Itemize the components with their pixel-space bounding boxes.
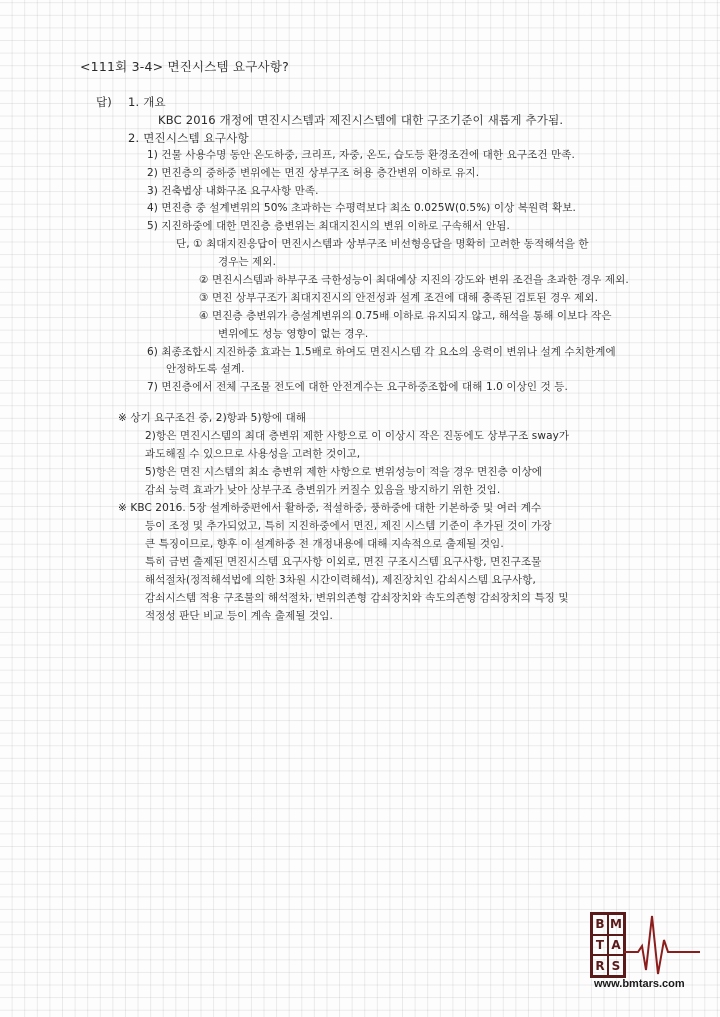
logo-letter: R — [592, 955, 608, 976]
exception-1: 단, ① 최대지진응답이 면진시스템과 상부구조 비선형응답을 명확히 고려한 동적해석을 한 — [176, 238, 589, 250]
kbc-note-line-1: ※ KBC 2016. 5장 설계하중편에서 활하중, 적설하중, 풍하중에 대한 기본하중 및 여러 계수 — [118, 502, 542, 514]
note-line-2: 과도해질 수 있으므로 사용성을 고려한 것이고, — [145, 448, 361, 460]
kbc-note-line-6: 감쇠시스템 적용 구조물의 해석절차, 변위의존형 감쇠장치와 속도의존형 감쇠장치의 특징 및 — [145, 592, 569, 604]
note-heading: ※ 상기 요구조건 중, 2)항과 5)항에 대해 — [118, 412, 307, 424]
logo-letter: A — [608, 935, 624, 956]
requirement-item-1: 1) 건물 사용수명 동안 온도하중, 크리프, 자중, 온도, 습도등 환경조건에 대한 요구조건 만족. — [147, 149, 575, 161]
kbc-note-line-2: 등이 조정 및 추가되었고, 특히 지진하중에서 면진, 제진 시스템 기준이 추가된 것이 가장 — [145, 520, 552, 532]
kbc-note-line-4: 특히 금번 출제된 면진시스템 요구사항 이외로, 면진 구조시스템 요구사항, 면진구조물 — [145, 556, 542, 568]
requirement-item-7: 7) 면진층에서 전체 구조물 전도에 대한 안전계수는 요구하중조합에 대해 1.0 이상인 것 등. — [147, 381, 568, 393]
requirement-item-3: 3) 건축법상 내화구조 요구사항 만족. — [147, 185, 319, 197]
logo-letter: T — [592, 935, 608, 956]
kbc-note-line-3: 큰 특징이므로, 향후 이 설계하중 전 개정내용에 대해 지속적으로 출제될 것임. — [145, 538, 504, 550]
logo-url: www.bmtars.com — [594, 978, 685, 990]
logo-letter: M — [608, 914, 624, 935]
answer-label: 답) — [96, 95, 112, 109]
heartbeat-line-icon — [624, 912, 700, 978]
note-line-3: 5)항은 면진 시스템의 최소 층변위 제한 사항으로 변위성능이 적을 경우 면진층 이상에 — [145, 466, 543, 478]
requirement-item-4: 4) 면진층 중 설계변위의 50% 초과하는 수평력보다 최소 0.025W(0.5%) 이상 복원력 확보. — [147, 202, 576, 214]
bmtars-logo — [590, 912, 700, 992]
logo-letter: S — [608, 955, 624, 976]
requirement-item-2: 2) 면진층의 중하중 변위에는 면진 상부구조 허용 층간변위 이하로 유지. — [147, 167, 480, 179]
kbc-note-line-7: 적정성 판단 비교 등이 계속 출제될 것임. — [145, 610, 333, 622]
exception-2: ② 면진시스템과 하부구조 극한성능이 최대예상 지진의 강도와 변위 조건을 초과한 경우 제외. — [199, 274, 629, 286]
logo-letter-grid — [590, 912, 626, 978]
requirement-item-5: 5) 지진하중에 대한 면진층 층변위는 최대지진시의 변위 이하로 구속해서 안됨. — [147, 220, 510, 232]
logo-letter: B — [592, 914, 608, 935]
question-title: <111회 3-4> 면진시스템 요구사항? — [80, 59, 289, 74]
overview-text: KBC 2016 개정에 면진시스템과 제진시스템에 대한 구조기준이 새롭게 추가됨. — [158, 113, 564, 127]
section-heading-requirements: 2. 면진시스템 요구사항 — [128, 131, 249, 145]
exception-4-cont: 변위에도 성능 영향이 없는 경우. — [218, 328, 369, 340]
exception-3: ③ 면진 상부구조가 최대지진시의 안전성과 설계 조건에 대해 충족된 검토된 경우 제외. — [199, 292, 599, 304]
requirement-item-6: 6) 최종조합시 지진하중 효과는 1.5배로 하여도 면진시스템 각 요소의 응력이 변위나 설계 수치한계에 — [147, 346, 616, 358]
exception-1-cont: 경우는 제외. — [218, 256, 277, 268]
note-line-4: 감쇠 능력 효과가 낮아 상부구조 층변위가 커질수 있음을 방지하기 위한 것임. — [145, 484, 501, 496]
exception-4: ④ 면진층 층변위가 층설계변위의 0.75배 이하로 유지되지 않고, 해석을 통해 이보다 작은 — [199, 310, 612, 322]
note-line-1: 2)항은 면진시스템의 최대 층변위 제한 사항으로 이 이상시 작은 진동에도 상부구조 sway가 — [145, 430, 570, 442]
kbc-note-line-5: 해석절차(정적해석법에 의한 3차원 시간이력해석), 제진장치인 감쇠시스템 요구사항, — [145, 574, 536, 586]
section-heading-overview: 1. 개요 — [128, 95, 166, 109]
requirement-item-6-cont: 안정하도록 설계. — [166, 363, 245, 375]
